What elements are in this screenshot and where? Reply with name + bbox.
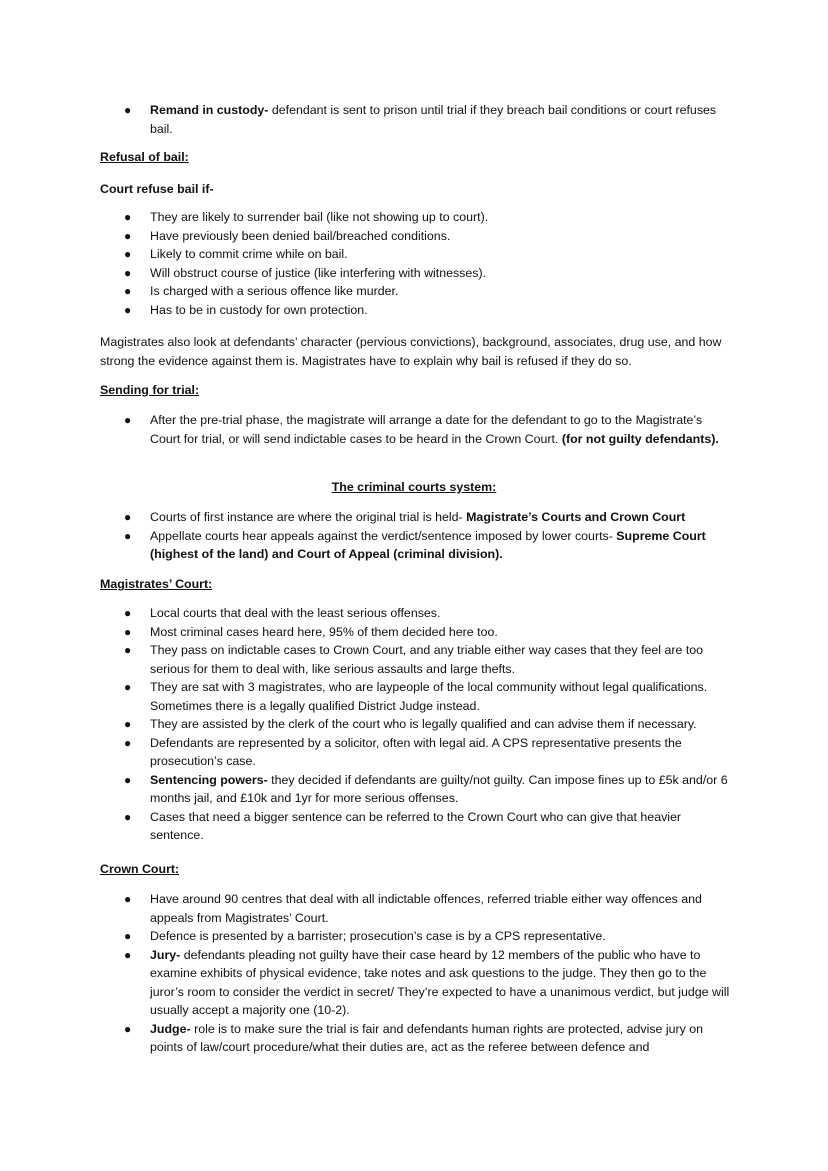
item-term: Jury- [150, 947, 181, 962]
list-item-court [100, 508, 730, 527]
remand-text: defendant is sent to prison until trial if they breach bail conditions or court refuses bail. [150, 103, 717, 136]
list-item-refusal [100, 282, 730, 301]
item-term: Sentencing powers- [150, 772, 268, 787]
item-text: Have around 90 centres that deal with all indictable offences, referred triable either way offences and appeals from Magistrates’ Court. [150, 892, 702, 925]
court-item-text: Courts of first instance are where the original trial is held- [150, 510, 467, 524]
list-item-magistrates [100, 808, 730, 845]
list-item-crown [100, 946, 730, 1020]
refusal-item-text: They are likely to surrender bail (like not showing up to court). [150, 210, 489, 224]
item-text: defendants pleading not guilty have their case heard by 12 members of the public who have to examine exhibits of physical evidence, take notes and ask questions to the judge. They then go to the juror’s room to consider the verdict in secret/ They’re expected to have a unanimous verdict, but judge will usually accept a majority one (10-2). [150, 947, 730, 1017]
bullet-icon: ● [124, 103, 132, 117]
item-text: They are assisted by the clerk of the court who is legally qualified and can advise them if necessary. [150, 717, 697, 731]
court-refuse-heading: Court refuse bail if- [100, 182, 214, 196]
bullet-icon: ● [124, 624, 132, 639]
list-item-magistrates [100, 604, 730, 623]
list-item-magistrates [100, 734, 730, 771]
list-item-crown [100, 890, 730, 927]
magistrates-list [100, 604, 730, 845]
list-item-magistrates [100, 771, 730, 808]
refusal-item-text: Is charged with a serious offence like murder. [150, 284, 399, 298]
courts-system-heading: The criminal courts system: [331, 480, 497, 494]
list-item-refusal [100, 245, 730, 264]
item-text: They pass on indictable cases to Crown Court, and any triable either way cases that they feel are too serious for them to deal with, like serious assaults and large thefts. [150, 643, 704, 676]
bullet-icon: ● [124, 247, 132, 261]
item-text: Cases that need a bigger sentence can be referred to the Crown Court who can give that heavier sentence. [150, 809, 682, 842]
sending-list [100, 411, 730, 448]
item-text: Local courts that deal with the least serious offenses. [150, 606, 441, 620]
bullet-icon: ● [124, 717, 132, 731]
item-term: Judge- [150, 1021, 191, 1036]
remand-list [100, 101, 730, 138]
court-item-bold: Supreme Court (highest of the land) and Court of Appeal (criminal division). [150, 528, 706, 561]
list-item-magistrates [100, 678, 730, 715]
bullet-icon: ● [124, 606, 132, 620]
crown-list [100, 890, 730, 1057]
court-item-text: Appellate courts hear appeals against the verdict/sentence imposed by lower courts- [150, 528, 617, 543]
item-text: role is to make sure the trial is fair and defendants human rights are protected, advise jury on points of law/court procedure/what their duties are, act as the referee between defence and [150, 1021, 704, 1054]
list-item-magistrates [100, 715, 730, 734]
bullet-icon: ● [124, 284, 132, 298]
bullet-icon: ● [124, 892, 132, 906]
list-item-crown [100, 1020, 730, 1057]
item-text: They are sat with 3 magistrates, who are laypeople of the local community without legal qualifications. Sometimes there is a legally qualified District Judge instead. [150, 680, 708, 713]
list-item-magistrates [100, 641, 730, 678]
refusal-item-text: Will obstruct course of justice (like interfering with witnesses). [150, 265, 487, 280]
refusal-item-text: Has to be in custody for own protection. [150, 302, 368, 317]
bullet-icon: ● [124, 510, 132, 524]
bullet-icon: ● [124, 228, 132, 243]
bullet-icon: ● [124, 772, 132, 787]
bullet-icon: ● [124, 210, 132, 224]
bullet-icon: ● [124, 735, 132, 750]
sending-bold: (for not guilty defendants). [561, 431, 719, 446]
item-text: Most criminal cases heard here, 95% of them decided here too. [150, 624, 498, 639]
list-item-court [100, 527, 730, 564]
court-item-bold: Magistrate’s Courts and Crown Court [466, 510, 686, 524]
remand-term: Remand in custody- [150, 103, 269, 117]
crown-court-heading: Crown Court: [100, 862, 180, 876]
courts-list [100, 508, 730, 564]
refusal-item-text: Have previously been denied bail/breached conditions. [150, 228, 451, 243]
list-item-sending [100, 411, 730, 448]
bullet-icon: ● [124, 643, 132, 657]
list-item-crown [100, 927, 730, 946]
bullet-icon: ● [124, 809, 132, 824]
list-item-refusal [100, 227, 730, 246]
refusal-heading: Refusal of bail: [100, 150, 189, 164]
item-text: Defence is presented by a barrister; prosecution’s case is by a CPS representative. [150, 929, 606, 943]
bullet-icon: ● [124, 302, 132, 317]
list-item-refusal [100, 264, 730, 283]
sending-heading: Sending for trial: [100, 383, 200, 397]
item-text: they decided if defendants are guilty/not guilty. Can impose fines up to £5k and/or 6 months jail, and £10k and 1yr for more serious offenses. [150, 772, 728, 805]
list-item-remand [100, 101, 730, 138]
bullet-icon: ● [124, 413, 132, 427]
sending-text: After the pre-trial phase, the magistrate will arrange a date for the defendant to go to the Magistrate’s Court for trial, or will send indictable cases to be heard in the Crown Court. [150, 413, 703, 446]
item-text: Defendants are represented by a solicitor, often with legal aid. A CPS representative presents the prosecution’s case. [150, 735, 682, 768]
bullet-icon: ● [124, 947, 132, 962]
refusal-list [100, 208, 730, 319]
bullet-icon: ● [124, 929, 132, 943]
list-item-refusal [100, 208, 730, 227]
magistrates-paragraph: Magistrates also look at defendants’ character (pervious convictions), background, associates, drug use, and how strong the evidence against them is. Magistrates have to explain why bail is refused if they do so. [100, 335, 722, 368]
list-item-magistrates [100, 623, 730, 642]
bullet-icon: ● [124, 680, 132, 694]
bullet-icon: ● [124, 1021, 132, 1036]
refusal-item-text: Likely to commit crime while on bail. [150, 247, 348, 261]
bullet-icon: ● [124, 265, 132, 280]
list-item-refusal [100, 301, 730, 320]
bullet-icon: ● [124, 528, 132, 543]
magistrates-court-heading: Magistrates’ Court: [100, 577, 213, 591]
